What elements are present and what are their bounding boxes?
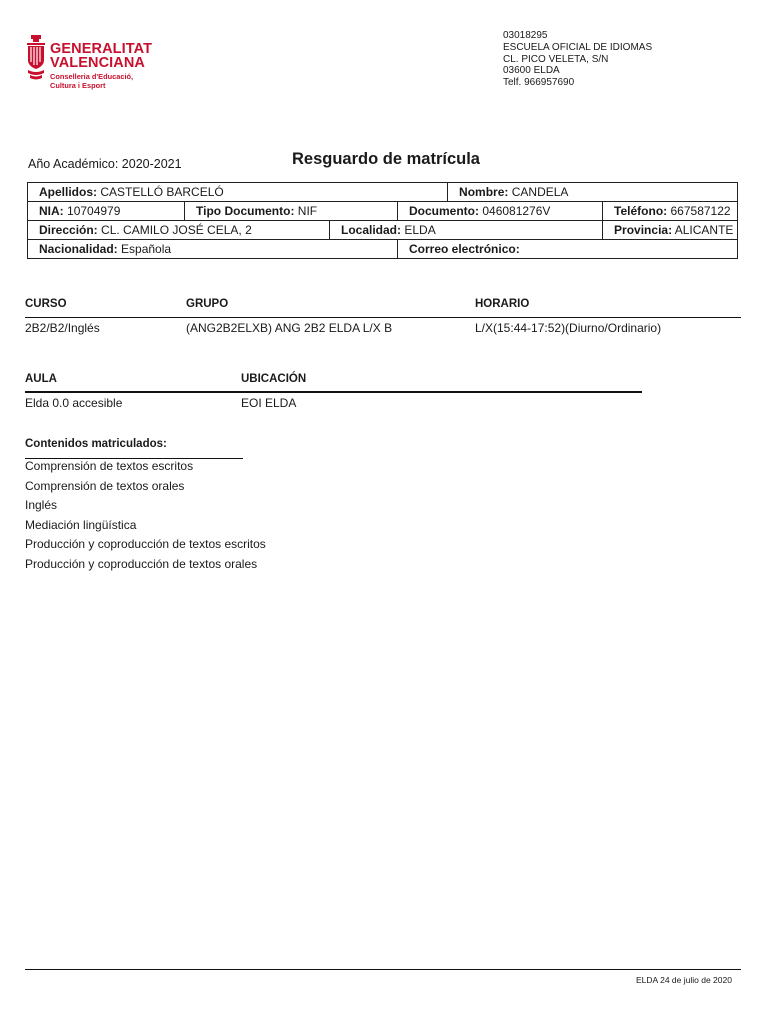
telefono-cell [603,202,738,221]
nia-label: NIA: [39,204,64,218]
telefono-label: Teléfono: [614,204,668,218]
provincia-label: Provincia: [614,223,673,237]
correo-label: Correo electrónico: [409,242,520,256]
nombre-value: CANDELA [511,185,569,199]
nombre-label: Nombre: [459,185,509,199]
provincia-cell [603,221,738,240]
generalitat-logo-emblem [24,34,48,84]
student-info-table [27,182,738,259]
nacionalidad-value: Española [121,242,172,256]
apellidos-label: Apellidos: [39,185,98,199]
apellidos-value: CASTELLÓ BARCELÓ [100,185,224,199]
logo-subtitle-line-1: Conselleria d'Educació, [50,72,134,81]
localidad-cell [330,221,603,240]
provincia-value: ALICANTE [674,223,734,237]
logo-subtitle-line-2: Cultura i Esport [50,81,106,90]
school-code: 03018295 [503,30,548,41]
list-item: Comprensión de textos orales [25,478,185,493]
academic-year: Año Académico: 2020-2021 [28,157,182,171]
aula-value: Elda 0.0 accesible [25,396,123,410]
curso-header: CURSO [25,298,67,310]
nacionalidad-label: Nacionalidad: [39,242,118,256]
logo-title-line-2: VALENCIANA [50,55,145,71]
documento-label: Documento: [409,204,479,218]
grupo-header: GRUPO [186,298,229,310]
table-row [28,202,738,221]
table-row [28,240,738,259]
direccion-value: CL. CAMILO JOSÉ CELA, 2 [101,223,252,237]
contents-header: Contenidos matriculados: [25,438,167,450]
curso-value: 2B2/B2/Inglés [25,321,100,335]
nacionalidad-cell [28,240,398,259]
logo-title-line-1: GENERALITAT [50,41,153,57]
ubicacion-header: UBICACIÓN [241,373,307,385]
school-name: ESCUELA OFICIAL DE IDIOMAS [503,41,653,53]
aula-header: AULA [25,373,57,385]
localidad-value: ELDA [404,223,436,237]
tipo-documento-label: Tipo Documento: [196,204,295,218]
contents-list [25,457,266,574]
nombre-cell [448,183,738,202]
direccion-label: Dirección: [39,223,98,237]
localidad-label: Localidad: [341,223,402,237]
telefono-value: 667587122 [670,204,731,218]
list-item: Comprensión de textos escritos [25,459,194,473]
list-item: Producción y coproducción de textos orales [25,556,258,571]
tipo-documento-value: NIF [297,204,318,218]
logo-title [50,42,152,70]
course-divider [25,317,741,318]
documento-cell [398,202,603,221]
table-row [28,183,738,202]
school-phone: Telf. 966957690 [503,77,575,89]
footer-divider [25,969,741,970]
apellidos-cell [28,183,448,202]
ubicacion-value: EOI ELDA [241,396,297,410]
documento-value: 046081276V [482,204,551,218]
horario-value: L/X(15:44-17:52)(Diurno/Ordinario) [475,321,662,335]
room-divider [25,391,642,393]
nia-cell [28,202,185,221]
list-item: Mediación lingüística [25,517,137,532]
page-title: Resguardo de matrícula [292,150,480,168]
list-item: Inglés [25,498,58,512]
footer-date: ELDA 24 de julio de 2020 [636,975,732,985]
tipo-documento-cell [185,202,398,221]
direccion-cell [28,221,330,240]
table-row [28,221,738,240]
grupo-value: (ANG2B2ELXB) ANG 2B2 ELDA L/X B [186,321,393,335]
nia-value: 10704979 [67,204,121,218]
correo-cell [398,240,738,259]
horario-header: HORARIO [475,298,530,310]
school-street: CL. PICO VELETA, S/N [503,53,609,65]
logo-subtitle [50,72,133,90]
school-address [503,30,652,89]
school-city: 03600 ELDA [503,65,560,77]
list-item: Producción y coproducción de textos escritos [25,537,266,551]
